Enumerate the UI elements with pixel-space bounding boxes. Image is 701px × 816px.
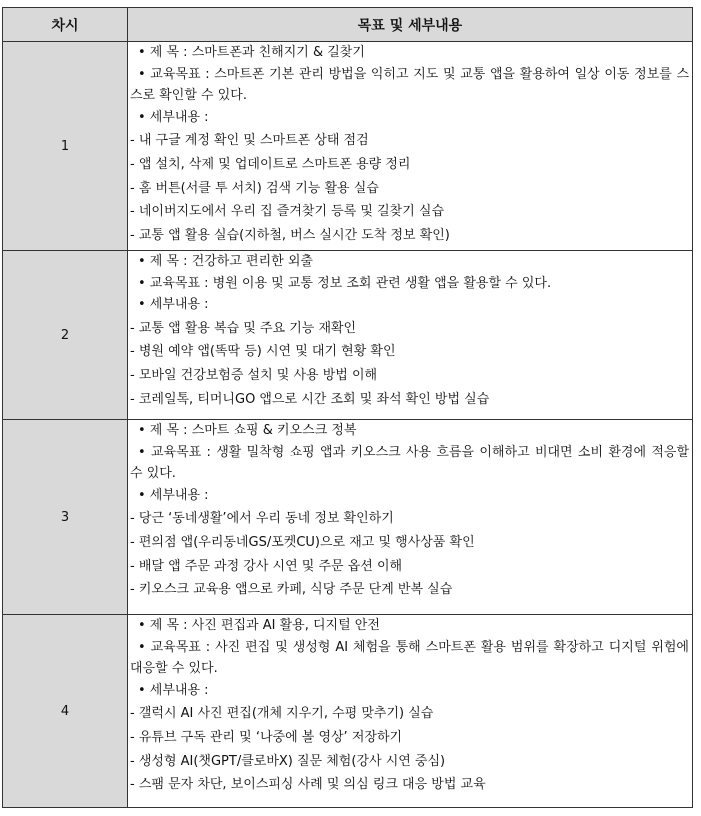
session-content (128, 42, 693, 251)
session-goal: • 교육목표 : 병원 이용 및 교통 정보 조회 관련 생활 앱을 활용할 수 있다. (138, 275, 552, 291)
session-goal: • 교육목표 : 생활 밀착형 쇼핑 앱과 키오스크 사용 흐름을 이해하고 비대면 소비 환경에 적응할 수 있다. (130, 444, 689, 482)
detail-item: - 스팸 문자 차단, 보이스피싱 사례 및 의심 링크 대응 방법 교육 (130, 777, 486, 793)
detail-item: - 모바일 건강보험증 설치 및 사용 방법 이해 (130, 367, 378, 383)
session-number: 2 (3, 251, 128, 420)
detail-item: - 교통 앱 활용 실습(지하철, 버스 실시간 도착 정보 확인) (130, 227, 450, 243)
detail-item: - 코레일톡, 티머니GO 앱으로 시간 조회 및 좌석 확인 방법 실습 (130, 391, 490, 407)
details-label: • 세부내용 : (138, 682, 209, 698)
detail-item: - 갤럭시 AI 사진 편집(개체 지우기, 수평 맞추기) 실습 (130, 706, 434, 722)
session-number: 4 (3, 615, 128, 808)
session-goal: • 교육목표 : 스마트폰 기본 관리 방법을 익히고 지도 및 교통 앱을 활용하여 일상 이동 정보를 스스로 확인할 수 있다. (130, 66, 689, 104)
session-column-header: 차시 (3, 8, 128, 42)
detail-item: - 교통 앱 활용 복습 및 주요 기능 재확인 (130, 320, 357, 336)
session-title: • 제 목 : 건강하고 편리한 외출 (138, 254, 313, 269)
session-title: • 제 목 : 사진 편집과 AI 활용, 디지털 안전 (138, 618, 380, 633)
details-label: • 세부내용 : (138, 487, 209, 503)
curriculum-table (2, 7, 693, 808)
content-column-header: 목표 및 세부내용 (128, 8, 693, 42)
detail-item: - 홈 버튼(서클 투 서치) 검색 기능 활용 실습 (130, 180, 379, 196)
details-label: • 세부내용 : (138, 109, 209, 125)
session-row-1 (3, 42, 693, 251)
detail-item: - 키오스크 교육용 앱으로 카페, 식당 주문 단계 반복 실습 (130, 582, 453, 598)
header-row (3, 8, 693, 42)
detail-item: - 앱 설치, 삭제 및 업데이트로 스마트폰 용량 정리 (130, 156, 411, 172)
detail-item: - 배달 앱 주문 과정 강사 시연 및 주문 옵션 이해 (130, 558, 403, 574)
session-content (128, 615, 693, 808)
detail-item: - 당근 ‘동네생활’에서 우리 동네 정보 확인하기 (130, 511, 394, 527)
details-label: • 세부내용 : (138, 297, 209, 313)
session-number: 1 (3, 42, 128, 251)
detail-item: - 내 구글 계정 확인 및 스마트폰 상태 점검 (130, 133, 369, 149)
session-content (128, 420, 693, 615)
detail-item: - 네이버지도에서 우리 집 즐겨찾기 등록 및 길찾기 실습 (130, 204, 445, 220)
session-title: • 제 목 : 스마트 쇼핑 & 키오스크 정복 (138, 423, 357, 438)
session-goal: • 교육목표 : 사진 편집 및 생성형 AI 체험을 통해 스마트폰 활용 범위를 확장하고 디지털 위험에 대응할 수 있다. (130, 639, 689, 677)
detail-item: - 유튜브 구독 관리 및 ‘나중에 볼 영상’ 저장하기 (130, 729, 403, 745)
session-row-3 (3, 420, 693, 615)
session-title: • 제 목 : 스마트폰과 친해지기 & 길찾기 (138, 45, 365, 60)
detail-item: - 병원 예약 앱(똑딱 등) 시연 및 대기 현황 확인 (130, 344, 396, 360)
session-row-4 (3, 615, 693, 808)
session-row-2 (3, 251, 693, 420)
detail-item: - 생성형 AI(챗GPT/클로바X) 질문 체험(강사 시연 중심) (130, 753, 446, 769)
session-number: 3 (3, 420, 128, 615)
session-content (128, 251, 693, 420)
detail-item: - 편의점 앱(우리동네GS/포켓CU)으로 재고 및 행사상품 확인 (130, 534, 475, 550)
